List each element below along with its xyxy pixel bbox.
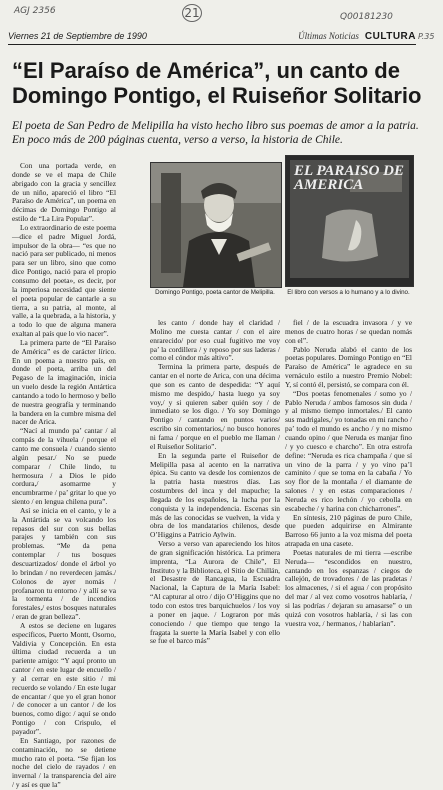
paragraph: A estos se deciene en lugares específicos, Puerto Montt, Osorno, Valdivia y Concepción. En esta última ciudad recuerda a un pariente amigo: “Y aquí pronto un cantor / en este lugar de encuello / y al cerrar en este sitio / mi recuerdo se volando / En este lugar de encantar / que yo el gran honor / de conocer a un cantor / de los buenos, como digo: / aquí se ondo Pontigo / con Crispulo, el payador”. xyxy=(12,620,116,736)
paragraph: Pablo Neruda alabó el canto de los poetas populares. Domingo Pontigo en “El Paraíso de América” le agradece en su vernáculo estilo a nuestro Premio Nobel: Y, sí contó él, persistó, se compara con él. xyxy=(285,344,412,389)
paragraph: Lo extraordinario de este poema —dice el padre Miguel Jordá, impulsor de la obra— “es que no nació para ser publicado, ni menos para ser un libro, sino que como dice Pontigo, nació para el propio consumo del poeta», es decir, por la imperiosa necesidad que siente el poeta popular de cantarle a su tierra, a su patria, al monte, al valle, a la quebrada, a la historia, y a todo lo que de alguna manera exaltan al país que lo vio nacer”. xyxy=(12,222,116,339)
section-name: CULTURA xyxy=(364,30,416,42)
paragraph: fiel / de la escuadra invasora / y ve menos de cuatro horas / se quedan nomás con el”. xyxy=(285,318,412,345)
article-subtitle: El poeta de San Pedro de Melipilla ha visto hecho libro sus poemas de amor a la patria. En poco más de 200 páginas cuenta, verso a verso, la historia de Chile. xyxy=(12,120,419,146)
article-title: “El Paraíso de América”, un canto de Domingo Pontigo, el Ruiseñor Solitario xyxy=(12,58,422,108)
book-cover-photo xyxy=(285,155,414,287)
handwritten-circled-number: 21 xyxy=(182,4,202,22)
paragraph: En síntesis, 210 páginas de puro Chile, que pueden adquirirse en Almirante Barroso 66 junto a la voz misma del poeta atrapada en una casete. xyxy=(285,512,412,549)
paragraph: Termina la primera parte, después de cantar en el norte de Arica, con una décima que son es canto de despedida: “Y aquí mismo me despido,/ hasta luego ya soy voy,/ y si quieren saber quién soy / de inmediato se los digo. / Yo soy Domingo Pontigo / cantando en puntos varios/ escribo sin comentarios,/ no busco honores ni fama / porque en el pueblo me llaman / el Ruiseñor Solitario”. xyxy=(150,362,280,451)
masthead-logo: Últimas Noticias xyxy=(298,31,359,41)
photo-caption-poet: Domingo Pontigo, poeta cantor de Melipilla. xyxy=(155,289,275,296)
book-cover-title: EL PARAISO DE AMERICA xyxy=(294,163,405,193)
paragraph: Verso a verso van apareciendo los hitos de gran significación histórica. La primera imprenta, “La Aurora de Chile”, El Instituto y la Biblioteca, el Sitio de Chillán, el Desastre de Rancagua, la Escuadra Nacional, la Captura de la María Isabel: “Al capturar al otro / dijo O’Higgins que no todo con estos tres barquichuelos / los voy a poner en jaque. / Lograron por más conociendo / que tiempo que tengo la fragata la suerte la María Isabel y con ello se fue el barco más” xyxy=(150,539,280,646)
poet-photo xyxy=(150,162,282,288)
paragraph: Así se inicia en el canto, y le a la Antártida se va volcando los repasos del sur con sus bellas parajes y también con sus problemas. “Me da pena contemplar / tus bosques descuartizados/ donde el árbol yo lo brindan / no reverdecen jamás./ Colonos de ayer nomás / profanaron tu entorno / y allí se va la tormenta / de incendios forestales,/ estos bosques naturales / eran de gran belleza”. xyxy=(12,505,116,622)
paragraph: les canto / donde hay el claridad / Molino me cuesta cantar / con el aire enrarecido/ por eso cual fugitivo me voy pa’ la cordillera / y reposo por sus laderas / como el cóndor más altivo”. xyxy=(150,318,280,363)
handwritten-catalog-number: Q00181230 xyxy=(340,12,393,22)
handwritten-page-mark: P.35 xyxy=(418,32,435,41)
article-column-2 xyxy=(150,319,280,646)
paragraph: En la segunda parte el Ruiseñor de Melipilla pasa al acento en la narrativa épica. Su canto va desde los comienzos de la patria hasta nuestros días. Las costumbres del inca y del mapuche; la llegada de los españoles, la lucha por la conquista y la independencia. Escenas sin más de las conocidas se vuelven, la vida y obra de los mandatarios chilenos, desde O’Higgins a Patricio Aylwin. xyxy=(150,450,280,540)
newspaper-header xyxy=(8,30,416,45)
paragraph: Con una portada verde, en donde se ve el mapa de Chile abrigado con la gracia y sencillez de un niño, apareció el libro “El Paraíso de América”, un poema en décimas de Domingo Pontigo al estilo de “La Lira Popular”. xyxy=(12,161,116,224)
photo-caption-book: El libro con versos a lo humano y a lo divino. xyxy=(287,289,410,296)
paragraph: “Dos poetas fenomenales / somo yo / Pablo Neruda / ambos famosos sin duda / y al mismo tiempo inmortales./ El canto sus madrigales,/ yo tonadas en mi rancho / pa’ todo el mundo es ancho / y no mismo cuando opino / que Neruda es manjar fino / y yo cuesco e charcho”. En otra estrofa define: “Neruda es rica champaña / que sí un vino de la parra / y yo vino pa’l caminito / que se toma en la cabaña / Yo soy flor de la montaña / el diamante de salones / y en estas comparaciones / Neruda es rico lechón / yo cebolla en escabeche / y harina con chicharrones”. xyxy=(285,388,412,513)
paragraph: En Santiago, por razones de contaminación, no se detiene mucho rato el poeta. “Se fijan los noche del cielo de rayados / en invernal / la transparencia del aire / y así es que la” xyxy=(12,735,116,790)
handwritten-archive-code: AGJ 2356 xyxy=(14,6,56,16)
paragraph: Poetas naturales de mi tierra —escribe Neruda— “escondidos en nuestro, cantando en los espanzas / ciegos de callejón, de trovadores / de las pradetas / los almacenes, / si el agua / con propósito del mar / al vez como vosotros hablaría, / si las podrías / dejaran su amasarse” o un quizá con vosotros hablaría, / si las con vuestra voz, / hermanos, / hablarían”. xyxy=(285,547,412,628)
paragraph: La primera parte de “El Paraíso de América” es de carácter lírico. En un poema a nuestro país, en donde el poeta, arriba un del Pegaso de la imaginación, inicia un vuelo desde la región Antártica cantando a todo lo hermoso y bello de nuestra geografía y terminando la bandera en la cumbre misma del nacer de Arica. xyxy=(12,337,116,427)
paragraph: “Nací al mundo pa’ cantar / al compás de la vihuela / porque el canto me consuela / cuando siento algún pesar./ No se puede comparar / Chile lindo, tu hermosura / a Dios le pido cordura,/ asomarme y encumbrarme / pa’ gritar lo que yo siento / en lengua chilena pura”. xyxy=(12,426,116,507)
article-column-1 xyxy=(12,162,116,790)
issue-date: Viernes 21 de Septiembre de 1990 xyxy=(8,31,147,41)
article-column-3 xyxy=(285,319,412,629)
